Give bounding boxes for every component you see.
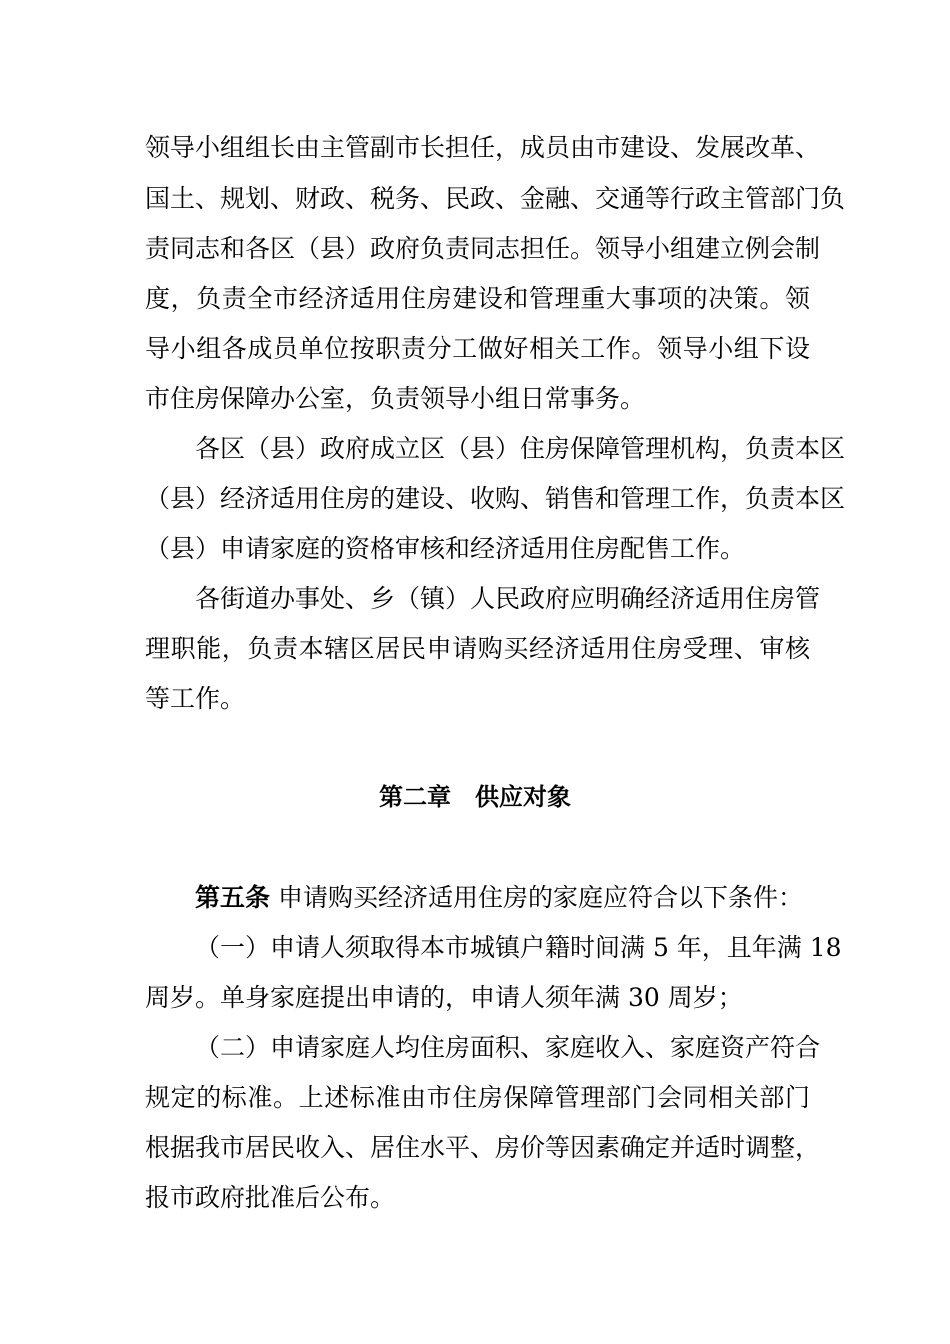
paragraph-1-line-3: 责同志和各区（县）政府负责同志担任。领导小组建立例会制 (145, 234, 821, 263)
paragraph-3-line-3: 等工作。 (145, 684, 246, 713)
article-5-label: 第五条 (195, 883, 271, 912)
article-5-text: 申请购买经济适用住房的家庭应符合以下条件： (277, 883, 803, 912)
item-2-line-4: 报市政府批准后公布。 (145, 1183, 396, 1212)
paragraph-3-line-2: 理职能，负责本辖区居民申请购买经济适用住房受理、审核 (145, 634, 810, 663)
paragraph-2-line-3: （县）申请家庭的资格审核和经济适用住房配售工作。 (145, 534, 746, 563)
paragraph-1-line-1: 领导小组组长由主管副市长担任，成员由市建设、发展改革、 (145, 133, 821, 162)
paragraph-1-line-6: 市住房保障办公室，负责领导小组日常事务。 (145, 384, 646, 413)
item-1-line-1: （一）申请人须取得本市城镇户籍时间满 5 年，且年满 18 (195, 933, 842, 962)
paragraph-1-line-2: 国土、规划、财政、税务、民政、金融、交通等行政主管部门负 (145, 184, 846, 213)
paragraph-1-line-5: 导小组各成员单位按职责分工做好相关工作。领导小组下设 (145, 334, 810, 363)
paragraph-2-line-1: 各区（县）政府成立区（县）住房保障管理机构，负责本区 (195, 434, 846, 463)
item-2-line-3: 根据我市居民收入、居住水平、房价等因素确定并适时调整， (145, 1133, 821, 1162)
paragraph-1-line-4: 度，负责全市经济适用住房建设和管理重大事项的决策。领 (145, 284, 810, 313)
paragraph-2-line-2: （县）经济适用住房的建设、收购、销售和管理工作，负责本区 (145, 484, 846, 513)
item-2-line-2: 规定的标准。上述标准由市住房保障管理部门会同相关部门 (145, 1083, 810, 1112)
item-1-line-2: 周岁。单身家庭提出申请的，申请人须年满 30 周岁； (145, 983, 743, 1012)
item-2-line-1: （二）申请家庭人均住房面积、家庭收入、家庭资产符合 (195, 1033, 821, 1062)
paragraph-3-line-1: 各街道办事处、乡（镇）人民政府应明确经济适用住房管 (195, 584, 821, 613)
article-5-line (195, 883, 810, 913)
chapter-heading: 第二章 供应对象 (379, 783, 571, 811)
